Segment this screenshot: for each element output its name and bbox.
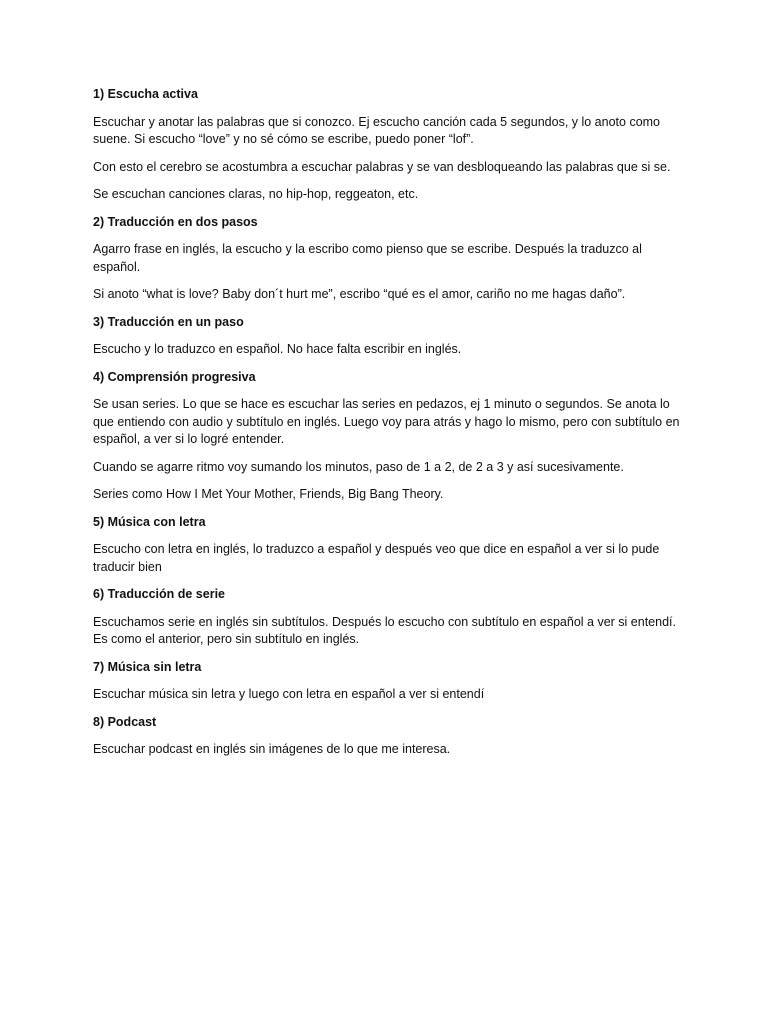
section-musica-sin-letra [93,659,683,704]
section-traduccion-de-serie [93,586,683,649]
paragraph: Agarro frase en inglés, la escucho y la escribo como pienso que se escribe. Después la traduzco al español. [93,242,642,274]
section-podcast [93,714,683,759]
paragraph: Se escuchan canciones claras, no hip-hop, reggeaton, etc. [93,187,419,201]
paragraph: Escuchamos serie en inglés sin subtítulos. Después lo escucho con subtítulo en español a ver si entendí. Es como el anterior, pero sin subtítulo en inglés. [93,614,676,646]
paragraph: Escuchar podcast en inglés sin imágenes de lo que me interesa. [93,742,451,756]
paragraph: Series como How I Met Your Mother, Friends, Big Bang Theory. [93,487,444,501]
section-heading: 7) Música sin letra [93,659,202,674]
section-heading: 4) Comprensión progresiva [93,369,256,384]
section-musica-con-letra [93,514,683,577]
section-traduccion-dos-pasos [93,214,683,304]
paragraph: Escucho y lo traduzco en español. No hace falta escribir en inglés. [93,342,462,356]
paragraph: Escuchar música sin letra y luego con letra en español a ver si entendí [93,687,485,701]
section-heading: 5) Música con letra [93,514,206,529]
paragraph: Escuchar y anotar las palabras que si conozco. Ej escucho canción cada 5 segundos, y lo anoto como suene. Si escucho “love” y no sé cómo se escribe, puedo poner “lof”. [93,114,661,146]
section-traduccion-un-paso [93,314,683,359]
section-escucha-activa [93,86,683,204]
document-page [93,86,683,769]
paragraph: Cuando se agarre ritmo voy sumando los minutos, paso de 1 a 2, de 2 a 3 y así sucesivamente. [93,459,624,474]
paragraph: Con esto el cerebro se acostumbra a escuchar palabras y se van desbloqueando las palabras que si se. [93,159,671,174]
section-heading: 6) Traducción de serie [93,587,225,601]
section-comprension-progresiva [93,369,683,504]
section-heading: 1) Escucha activa [93,87,198,101]
section-heading: 3) Traducción en un paso [93,314,244,329]
paragraph: Escucho con letra en inglés, lo traduzco a español y después veo que dice en español a ver si lo pude traducir bien [93,542,660,574]
paragraph: Se usan series. Lo que se hace es escuchar las series en pedazos, ej 1 minuto o segundos. Se anota lo que entiendo con audio y subtítulo en inglés. Luego voy para atrás y hago lo mismo, pero con subtítulo en español, a ver si lo logré entender. [93,397,680,446]
paragraph: Si anoto “what is love? Baby don´t hurt me”, escribo “qué es el amor, cariño no me hagas daño”. [93,287,626,301]
section-heading: 8) Podcast [93,714,157,729]
section-heading: 2) Traducción en dos pasos [93,214,258,229]
